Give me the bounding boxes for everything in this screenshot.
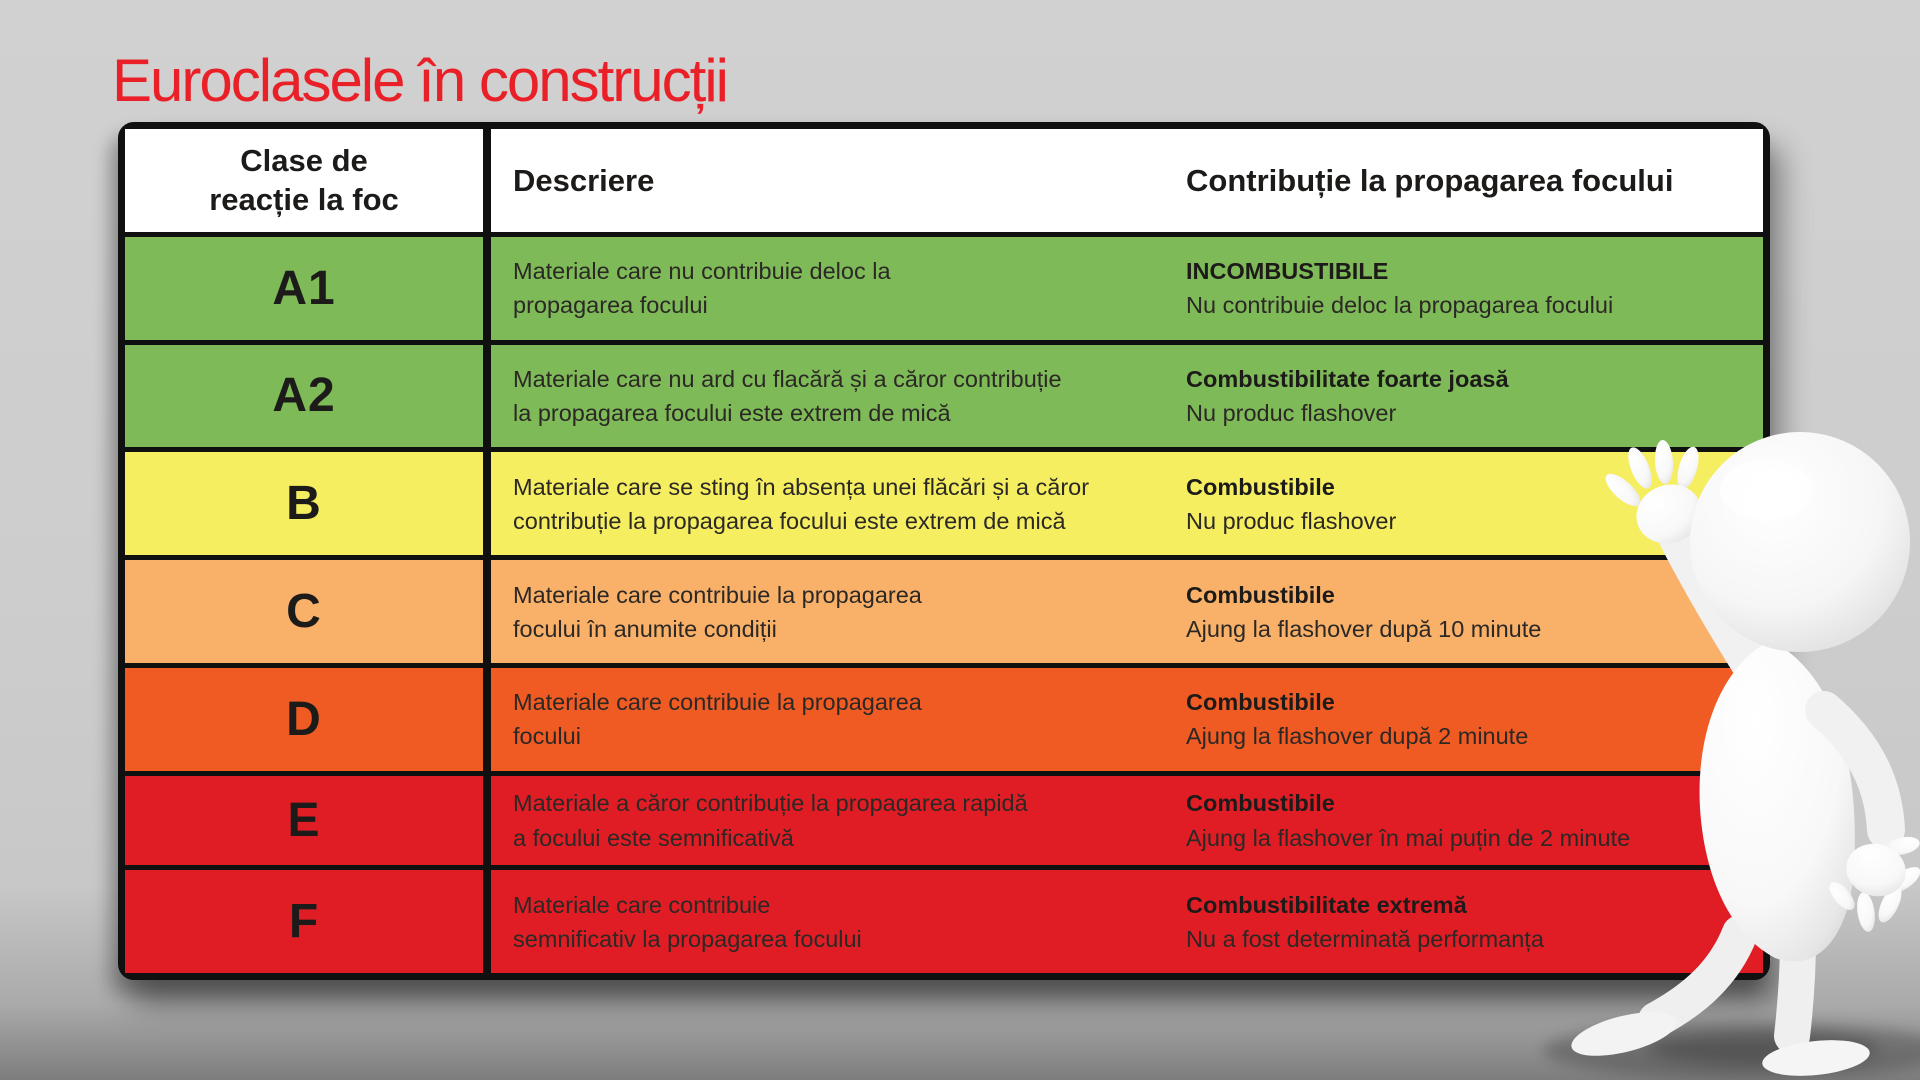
class-cell (125, 452, 491, 555)
header-class-cell (125, 129, 491, 232)
table-row-d (125, 663, 1763, 771)
euroclass-table (118, 122, 1770, 980)
class-label: C (286, 585, 322, 639)
description-line1: Materiale a căror contribuție la propagarea rapidă (513, 790, 1028, 817)
description-line2: focului (513, 723, 581, 750)
contribution-title: Combustibile (1186, 473, 1335, 500)
header-description-label: Descriere (513, 162, 655, 198)
header-description-cell (491, 129, 1186, 232)
description-line1: Materiale care contribuie la propagarea (513, 689, 922, 716)
header-contribution-label: Contribuție la propagarea focului (1186, 162, 1674, 198)
contribution-detail: Nu contribuie deloc la propagarea focului (1186, 292, 1614, 319)
contribution-detail: Nu produc flashover (1186, 399, 1397, 426)
description-line2: focului în anumite condiții (513, 615, 777, 642)
description-line2: propagarea focului (513, 292, 708, 319)
class-label: A2 (272, 369, 336, 423)
contribution-title: Combustibilitate extremă (1186, 891, 1467, 918)
contribution-detail: Nu produc flashover (1186, 507, 1397, 534)
class-label: A1 (272, 261, 336, 315)
description-line1: Materiale care contribuie la propagarea (513, 581, 922, 608)
contribution-title: Combustibile (1186, 581, 1335, 608)
description-cell (491, 452, 1186, 555)
contribution-detail: Ajung la flashover după 2 minute (1186, 723, 1529, 750)
contribution-title: Combustibile (1186, 689, 1335, 716)
class-cell (125, 870, 491, 973)
class-cell (125, 668, 491, 771)
description-line2: semnificativ la propagarea focului (513, 925, 862, 952)
contribution-detail: Ajung la flashover în mai puțin de 2 minute (1186, 824, 1631, 851)
contribution-cell (1186, 345, 1763, 448)
table-row-e (125, 771, 1763, 865)
class-label: F (288, 895, 320, 949)
description-cell (491, 668, 1186, 771)
description-line2: la propagarea focului este extrem de mică (513, 399, 951, 426)
description-line1: Materiale care nu ard cu flacără și a căror contribuție (513, 365, 1062, 392)
table-row-c (125, 555, 1763, 663)
lower-hand (1825, 834, 1920, 933)
class-cell (125, 776, 491, 865)
contribution-cell (1186, 870, 1763, 973)
contribution-cell (1186, 668, 1763, 771)
table-row-f (125, 865, 1763, 973)
class-label: D (286, 692, 322, 746)
description-line2: a focului este semnificativă (513, 824, 794, 851)
contribution-title: Combustibilitate foarte joasă (1186, 365, 1509, 392)
contribution-cell (1186, 237, 1763, 340)
contribution-detail: Nu a fost determinată performanța (1186, 925, 1544, 952)
contribution-title: Combustibile (1186, 790, 1335, 817)
table-header-row (125, 129, 1763, 232)
figure-shadow (1543, 1022, 1920, 1078)
class-label: E (287, 794, 321, 847)
description-line1: Materiale care se sting în absența unei flăcări și a căror (513, 473, 1090, 500)
contribution-cell (1186, 560, 1763, 663)
contribution-cell (1186, 776, 1763, 865)
description-cell (491, 870, 1186, 973)
page-title: Euroclasele în construcții (112, 47, 727, 115)
contribution-title: INCOMBUSTIBILE (1186, 258, 1389, 285)
table-row-b (125, 447, 1763, 555)
table-row-a1 (125, 232, 1763, 340)
description-line2: contribuție la propagarea focului este extrem de mică (513, 507, 1066, 534)
header-class-line2: reacție la foc (209, 182, 399, 218)
class-label: B (286, 477, 322, 531)
description-cell (491, 776, 1186, 865)
class-cell (125, 345, 491, 448)
description-cell (491, 560, 1186, 663)
contribution-detail: Ajung la flashover după 10 minute (1186, 615, 1542, 642)
class-cell (125, 237, 491, 340)
description-line1: Materiale care nu contribuie deloc la (513, 258, 891, 285)
description-cell (491, 345, 1186, 448)
description-cell (491, 237, 1186, 340)
header-contribution-cell (1186, 129, 1763, 232)
contribution-cell (1186, 452, 1763, 555)
header-class-line1: Clase de (240, 142, 368, 178)
class-cell (125, 560, 491, 663)
table-row-a2 (125, 340, 1763, 448)
description-line1: Materiale care contribuie (513, 891, 771, 918)
